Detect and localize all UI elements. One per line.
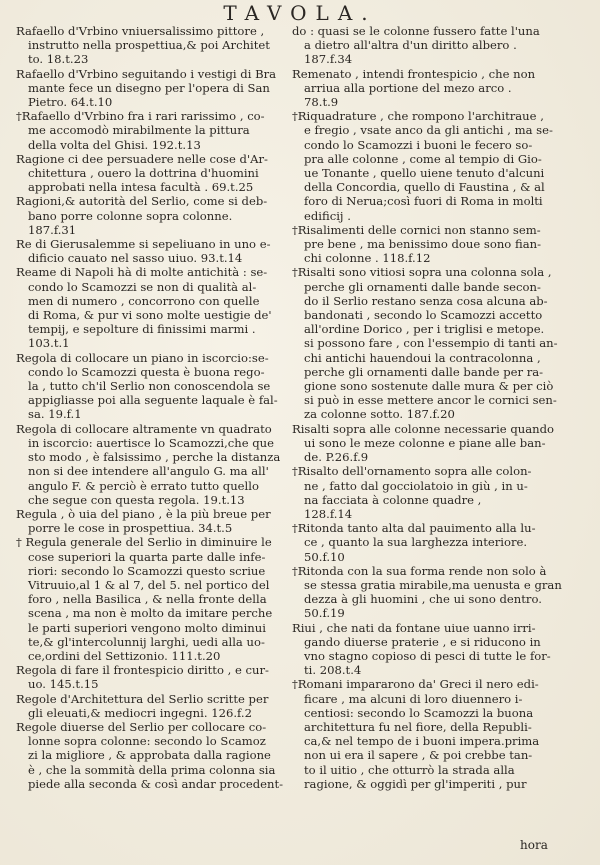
entry-continuation-line: foro , nella Basilica , & nella fronte della	[28, 592, 267, 607]
entry-heading-line: † Regula generale del Serlio in diminuire le	[16, 535, 272, 550]
index-entry	[16, 720, 286, 791]
entry-continuation-line: dezza à gli huomini , che ui sono dentro.	[304, 592, 542, 607]
entry-heading-line: †Rafaello d'Vrbino fra i rari rarissimo , co-	[16, 109, 265, 124]
entry-continuation-line: 128.f.14	[304, 506, 353, 521]
entry-continuation-line: è , che la sommità della prima colonna sia	[28, 762, 276, 777]
entry-heading-line: Regola di fare il frontespicio diritto , e cur-	[16, 663, 269, 678]
entry-continuation-line: ca,& nel tempo de i buoni impera.prima	[304, 734, 540, 749]
entry-continuation-line: porre le cose in prospettiua. 34.t.5	[28, 521, 233, 536]
entry-continuation-line: do il Serlio restano senza cosa alcuna ab-	[304, 293, 548, 308]
entry-continuation-line: to il uitio , che otturrò la strada alla	[304, 762, 515, 777]
entry-continuation-line: cose superiori la quarta parte dalle infe-	[28, 549, 266, 564]
entry-heading-line: Reame di Napoli hà di molte antichità : se-	[16, 265, 268, 280]
index-entry	[16, 237, 286, 265]
entry-continuation-line: condo lo Scamozzi i buoni le fecero so-	[304, 137, 533, 152]
index-entry	[292, 422, 564, 465]
entry-continuation-line: appigliasse poi alla seguente laquale è fal-	[28, 393, 278, 408]
entry-continuation-line: angulo F. & perciò è errato tutto quello	[28, 478, 259, 493]
entry-heading-line: †Risalto dell'ornamento sopra alle colon-	[292, 464, 532, 479]
entry-heading-line: †Ritonda con la sua forma rende non solo à	[292, 563, 547, 578]
entry-heading-line: †Ritonda tanto alta dal pauimento alla lu-	[292, 521, 536, 536]
entry-continuation-line: bano porre colonne sopra colonne.	[28, 208, 233, 223]
entry-continuation-line: me accomodò mirabilmente la pittura	[28, 123, 250, 138]
entry-continuation-line: ficare , ma alcuni di loro diuennero i-	[304, 691, 523, 706]
catchword: hora	[520, 838, 548, 852]
index-entry	[292, 24, 564, 67]
entry-continuation-line: all'ordine Dorico , per i triglisi e metope.	[304, 322, 545, 337]
entry-continuation-line: la , tutto ch'il Serlio non conoscendola se	[28, 379, 271, 394]
index-entry	[16, 351, 286, 422]
entry-continuation-line: uo. 145.t.15	[28, 677, 99, 692]
index-entry	[16, 265, 286, 350]
index-entry	[292, 223, 564, 266]
entry-continuation-line: instrutto nella prospettiua,& poi Architet	[28, 38, 270, 53]
entry-continuation-line: za colonne sotto. 187.f.20	[304, 407, 455, 422]
entry-continuation-line: condo lo Scamozzi questa è buona rego-	[28, 364, 265, 379]
entry-continuation-line: edificij .	[304, 208, 351, 223]
entry-continuation-line: ragione, & oggidì per gl'imperiti , pur	[304, 776, 527, 791]
entry-continuation-line: si possono fare , con l'essempio di tanti an-	[304, 336, 558, 351]
index-entry	[16, 152, 286, 195]
index-entry	[292, 464, 564, 521]
index-entry	[292, 677, 564, 791]
entry-heading-line: †Riquadrature , che rompono l'architraue ,	[292, 109, 544, 124]
right-column	[292, 24, 564, 791]
entry-continuation-line: 50.f.19	[304, 606, 345, 621]
entry-continuation-line: chi colonne . 118.f.12	[304, 251, 431, 266]
entry-heading-line: Regole d'Architettura del Serlio scritte per	[16, 691, 269, 706]
index-entry	[16, 24, 286, 67]
entry-heading-line: Rafaello d'Vrbino seguitando i vestigi di Bra	[16, 66, 277, 81]
entry-continuation-line: chitettura , ouero la dottrina d'huomini	[28, 166, 259, 181]
entry-heading-line: Riui , che nati da fontane uiue uanno irri-	[292, 620, 536, 635]
entry-continuation-line: ce,ordini del Settizonio. 111.t.20	[28, 648, 221, 663]
entry-continuation-line: non si dee intendere all'angulo G. ma all'	[28, 464, 269, 479]
entry-continuation-line: le parti superiori vengono molto diminui	[28, 620, 266, 635]
entry-continuation-line: 187.f.31	[28, 222, 77, 237]
entry-continuation-line: se stessa gratia mirabile,ma uenusta e gran	[304, 577, 562, 592]
entry-continuation-line: centiosi: secondo lo Scamozzi la buona	[304, 705, 534, 720]
index-entry	[16, 67, 286, 110]
entry-continuation-line: di Roma, & pur vi sono molte uestigie de'	[28, 308, 272, 323]
entry-continuation-line: mante fece un disegno per l'opera di San	[28, 80, 270, 95]
entry-continuation-line: della Concordia, quello di Faustina , & al	[304, 180, 545, 195]
entry-heading-line: Remenato , intendi frontespicio , che non	[292, 66, 536, 81]
entry-continuation-line: perche gli ornamenti dalle bande secon-	[304, 279, 541, 294]
entry-continuation-line: non ui era il sapere , & poi crebbe tan-	[304, 748, 533, 763]
entry-continuation-line: si può in esse mettere ancor le cornici sen-	[304, 393, 557, 408]
entry-continuation-line: perche gli ornamenti dalle bande per ra-	[304, 364, 544, 379]
entry-continuation-line: tempij, e sepolture di finissimi marmi .	[28, 322, 256, 337]
entry-continuation-line: sto modo , è falsissimo , perche la distanza	[28, 450, 281, 465]
entry-heading-line: Regola di collocare un piano in iscorcio:se-	[16, 350, 269, 365]
entry-heading-line: †Risalti sono vitiosi sopra una colonna sola ,	[292, 265, 552, 280]
index-entry	[16, 692, 286, 720]
entry-continuation-line: arriua alla portione del mezo arco .	[304, 80, 512, 95]
entry-continuation-line: e fregio , vsate anco da gli antichi , ma se-	[304, 123, 553, 138]
index-entry	[292, 265, 564, 421]
index-entry	[16, 535, 286, 663]
index-entry	[16, 422, 286, 507]
entry-continuation-line: ce , quanto la sua larghezza interiore.	[304, 535, 528, 550]
entry-continuation-line: condo lo Scamozzi se non di qualità al-	[28, 279, 257, 294]
entry-continuation-line: bandonati , secondo lo Scamozzi accetto	[304, 308, 543, 323]
index-entry	[16, 194, 286, 237]
entry-continuation-line: riori: secondo lo Scamozzi questo scriue	[28, 563, 266, 578]
index-entry	[16, 109, 286, 152]
entry-continuation-line: scena , ma non è molto da imitare perche	[28, 606, 273, 621]
entry-continuation-line: vno stagno copioso di pesci di tutte le for-	[304, 648, 551, 663]
entry-continuation-line: 187.f.34	[304, 52, 353, 67]
entry-continuation-line: approbati nella intesa facultà . 69.t.25	[28, 180, 254, 195]
entry-continuation-line: de. P.26.f.9	[304, 450, 369, 465]
entry-continuation-line: chi antichi hauendoui la contracolonna ,	[304, 350, 541, 365]
index-entry	[292, 67, 564, 110]
entry-continuation-line: men di numero , concorrono con quelle	[28, 293, 260, 308]
entry-heading-line: Ragione ci dee persuadere nelle cose d'Ar-	[16, 151, 268, 166]
entry-continuation-line: ti. 208.t.4	[304, 663, 362, 678]
entry-continuation-line: architettura fu nel fiore, della Republi-	[304, 719, 532, 734]
entry-continuation-line: ui sono le meze colonne e piane alle ban-	[304, 435, 546, 450]
index-entry	[16, 663, 286, 691]
entry-heading-line: †Romani impararono da' Greci il nero edi-	[292, 677, 539, 692]
index-entry	[292, 521, 564, 564]
entry-heading-line: Regole diuerse del Serlio per collocare co-	[16, 719, 267, 734]
entry-continuation-line: dificio cauato nel sasso uiuo. 93.t.14	[28, 251, 243, 266]
entry-continuation-line: gando diuerse praterie , e si riducono in	[304, 634, 541, 649]
entry-heading-line: Regula , ò uia del piano , è la più breue per	[16, 506, 271, 521]
entry-continuation-line: della volta del Ghisi. 192.t.13	[28, 137, 201, 152]
entry-continuation-line: ne , fatto dal gocciolatoio in giù , in u-	[304, 478, 528, 493]
entry-heading-line: Regola di collocare altramente vn quadrato	[16, 421, 272, 436]
entry-continuation-line: pre bene , ma benissimo doue sono fian-	[304, 237, 541, 252]
entry-heading-line: Ragioni,& autorità del Serlio, come si deb-	[16, 194, 268, 209]
index-entry	[292, 621, 564, 678]
entry-continuation-line: Vitruuio,al 1 & al 7, del 5. nel portico del	[28, 577, 270, 592]
entry-heading-line: do : quasi se le colonne fussero fatte l'una	[292, 24, 540, 38]
entry-continuation-line: lonne sopra colonne: secondo lo Scamoz	[28, 734, 266, 749]
entry-continuation-line: a dietro all'altra d'un diritto albero .	[304, 38, 517, 53]
index-entry	[292, 109, 564, 223]
entry-continuation-line: 50.f.10	[304, 549, 345, 564]
entry-continuation-line: foro di Nerua;così fuori di Roma in molti	[304, 194, 543, 209]
entry-continuation-line: na facciata à colonne quadre ,	[304, 492, 482, 507]
entry-continuation-line: to. 18.t.23	[28, 52, 89, 67]
entry-continuation-line: Pietro. 64.t.10	[28, 95, 113, 110]
left-column	[16, 24, 286, 791]
entry-continuation-line: 78.t.9	[304, 95, 339, 110]
entry-continuation-line: piede alla seconda & così andar procedent-	[28, 776, 284, 791]
entry-continuation-line: te,& gl'intercolunnij larghi, uedi alla uo-	[28, 634, 265, 649]
entry-continuation-line: gli eleuati,& mediocri ingegni. 126.f.2	[28, 705, 252, 720]
page-header: TAVOLA.	[223, 1, 377, 25]
entry-heading-line: Risalti sopra alle colonne necessarie quando	[292, 421, 555, 436]
entry-continuation-line: pra alle colonne , come al tempio di Gio-	[304, 151, 542, 166]
entry-continuation-line: in iscorcio: auertisce lo Scamozzi,che que	[28, 435, 275, 450]
entry-continuation-line: che segue con questa regola. 19.t.13	[28, 492, 245, 507]
entry-heading-line: Rafaello d'Vrbino vniuersalissimo pittore ,	[16, 24, 265, 38]
entry-continuation-line: zi la migliore , & approbata dalla ragione	[28, 748, 271, 763]
entry-continuation-line: 103.t.1	[28, 336, 70, 351]
entry-continuation-line: sa. 19.f.1	[28, 407, 82, 422]
entry-heading-line: †Risalimenti delle cornici non stanno sem-	[292, 222, 541, 237]
index-entry	[292, 564, 564, 621]
entry-heading-line: Re di Gierusalemme si sepeliuano in uno e-	[16, 237, 271, 252]
index-entry	[16, 507, 286, 535]
entry-continuation-line: gione sono sostenute dalle mura & per ciò	[304, 379, 554, 394]
entry-continuation-line: ue Tonante , quello uiene tenuto d'alcuni	[304, 166, 545, 181]
